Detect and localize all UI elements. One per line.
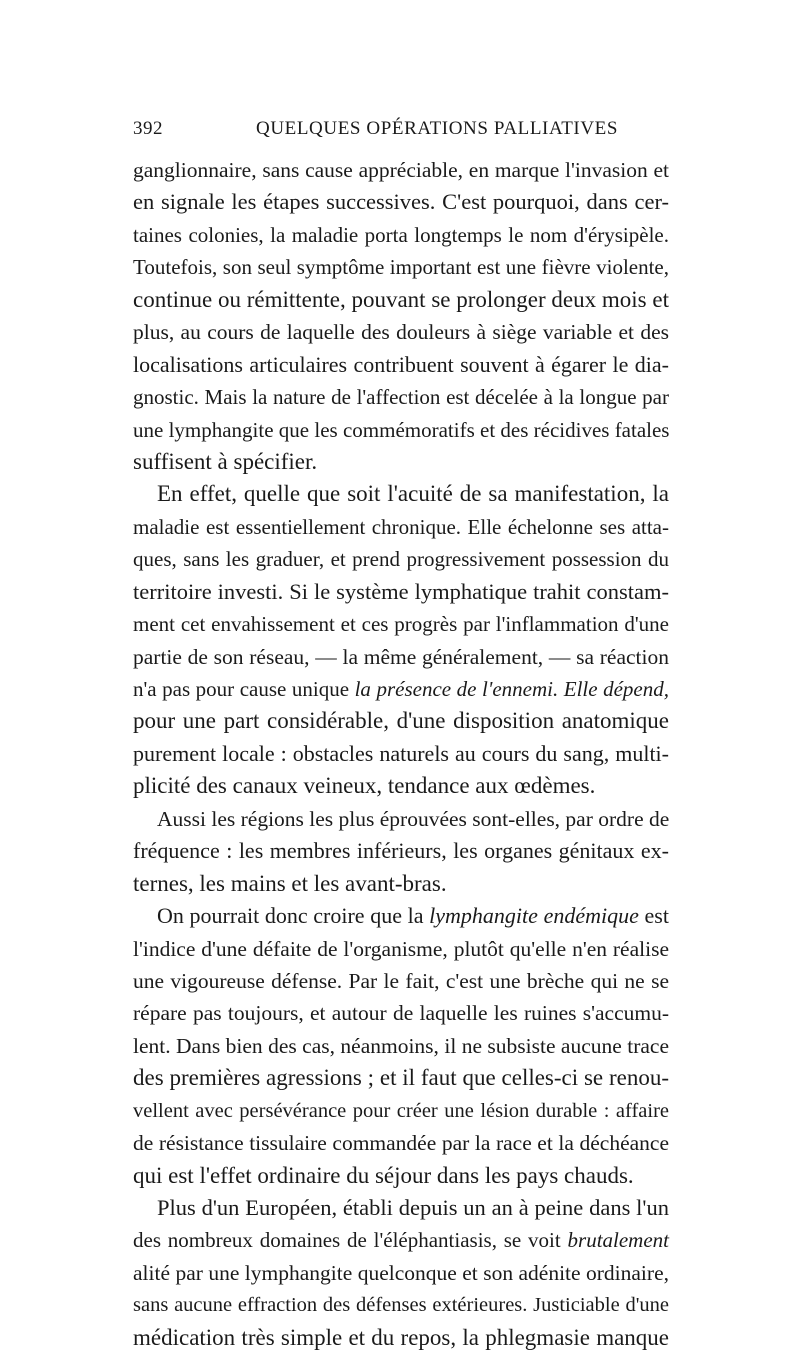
text-line: taines colonies, la maladie porta longtemps le nom d'érysipèle.	[133, 222, 669, 247]
text-line: purement locale : obstacles naturels au cours du sang, multi-	[133, 740, 669, 766]
text-line: gnostic. Mais la nature de l'affection est décelée à la longue par	[133, 385, 669, 410]
text-line: partie de son réseau, — la même généralement, — sa réaction	[133, 644, 669, 669]
text-line	[133, 673, 669, 705]
text-segment: des nombreux domaines de l'éléphantiasis, se voit	[133, 1228, 561, 1253]
text-line: vellent avec persévérance pour créer une lésion durable : affaire	[133, 1099, 669, 1122]
running-title: QUELQUES OPÉRATIONS PALLIATIVES	[256, 118, 619, 139]
text-line: de résistance tissulaire commandée par la race et la déchéance	[133, 1131, 669, 1156]
text-line: ternes, les mains et les avant-bras.	[133, 870, 447, 896]
text-line: maladie est essentiellement chronique. Elle échelonne ses atta-	[133, 514, 669, 539]
text-line: En effet, quelle que soit l'acuité de sa manifestation, la	[157, 481, 669, 507]
text-line: suffisent à spécifier.	[133, 448, 318, 474]
text-line: médication très simple et du repos, la phlegmasie manque	[133, 1324, 669, 1350]
text-line: des premières agressions ; et il faut que celles-ci se renou-	[133, 1065, 669, 1091]
text-line: plicité des canaux veineux, tendance aux œdèmes.	[133, 773, 596, 799]
text-line: pour une part considérable, d'une disposition anatomique	[133, 708, 669, 734]
body-text	[133, 154, 669, 1354]
text-line: ment cet envahissement et ces progrès par l'inflammation d'une	[133, 612, 669, 637]
text-line: localisations articulaires contribuent souvent à égarer le dia-	[133, 351, 669, 377]
text-segment: On pourrait donc croire que la	[157, 903, 424, 929]
text-line: l'indice d'une défaite de l'organisme, plutôt qu'elle n'en réalise	[133, 936, 669, 961]
text-line: Toutefois, son seul symptôme important est une fièvre violente,	[133, 255, 669, 280]
text-segment: n'a pas pour cause unique	[133, 677, 350, 701]
text-line: ganglionnaire, sans cause appréciable, en marque l'invasion et	[133, 158, 669, 182]
text-line: une vigoureuse défense. Par le fait, c'est une brèche qui ne se	[133, 968, 669, 993]
page-number: 392	[133, 118, 163, 139]
text-line: en signale les étapes successives. C'est pourquoi, dans cer-	[133, 189, 669, 215]
text-line: fréquence : les membres inférieurs, les organes génitaux ex-	[133, 838, 669, 864]
italic-phrase: lymphangite endémique	[429, 903, 639, 929]
text-line: lent. Dans bien des cas, néanmoins, il ne subsiste aucune trace	[133, 1033, 669, 1058]
running-header	[133, 118, 669, 148]
text-line: une lymphangite que les commémoratifs et des récidives fatales	[133, 417, 670, 442]
text-line: Plus d'un Européen, établi depuis un an à peine dans l'un	[157, 1195, 669, 1220]
italic-phrase: la présence de l'ennemi. Elle dépend,	[354, 677, 669, 701]
text-line: ques, sans les graduer, et prend progressivement possession du	[133, 547, 669, 572]
text-segment: est	[644, 903, 669, 929]
text-line: sans aucune effraction des défenses extérieures. Justiciable d'une	[133, 1294, 669, 1317]
text-line: répare pas toujours, et autour de laquelle les ruines s'accumu-	[133, 1001, 669, 1026]
text-line: continue ou rémittente, pouvant se prolonger deux mois et	[133, 286, 669, 312]
text-line: territoire investi. Si le système lymphatique trahit constam-	[133, 578, 669, 604]
text-line: alité par une lymphangite quelconque et son adénite ordinaire,	[133, 1260, 669, 1285]
text-line: qui est l'effet ordinaire du séjour dans les pays chauds.	[133, 1162, 634, 1188]
italic-word: brutalement	[567, 1228, 669, 1253]
text-line: Aussi les régions les plus éprouvées sont-elles, par ordre de	[157, 806, 670, 831]
text-line	[133, 900, 669, 932]
text-line	[133, 1224, 669, 1256]
text-line: plus, au cours de laquelle des douleurs à siège variable et des	[133, 320, 669, 345]
